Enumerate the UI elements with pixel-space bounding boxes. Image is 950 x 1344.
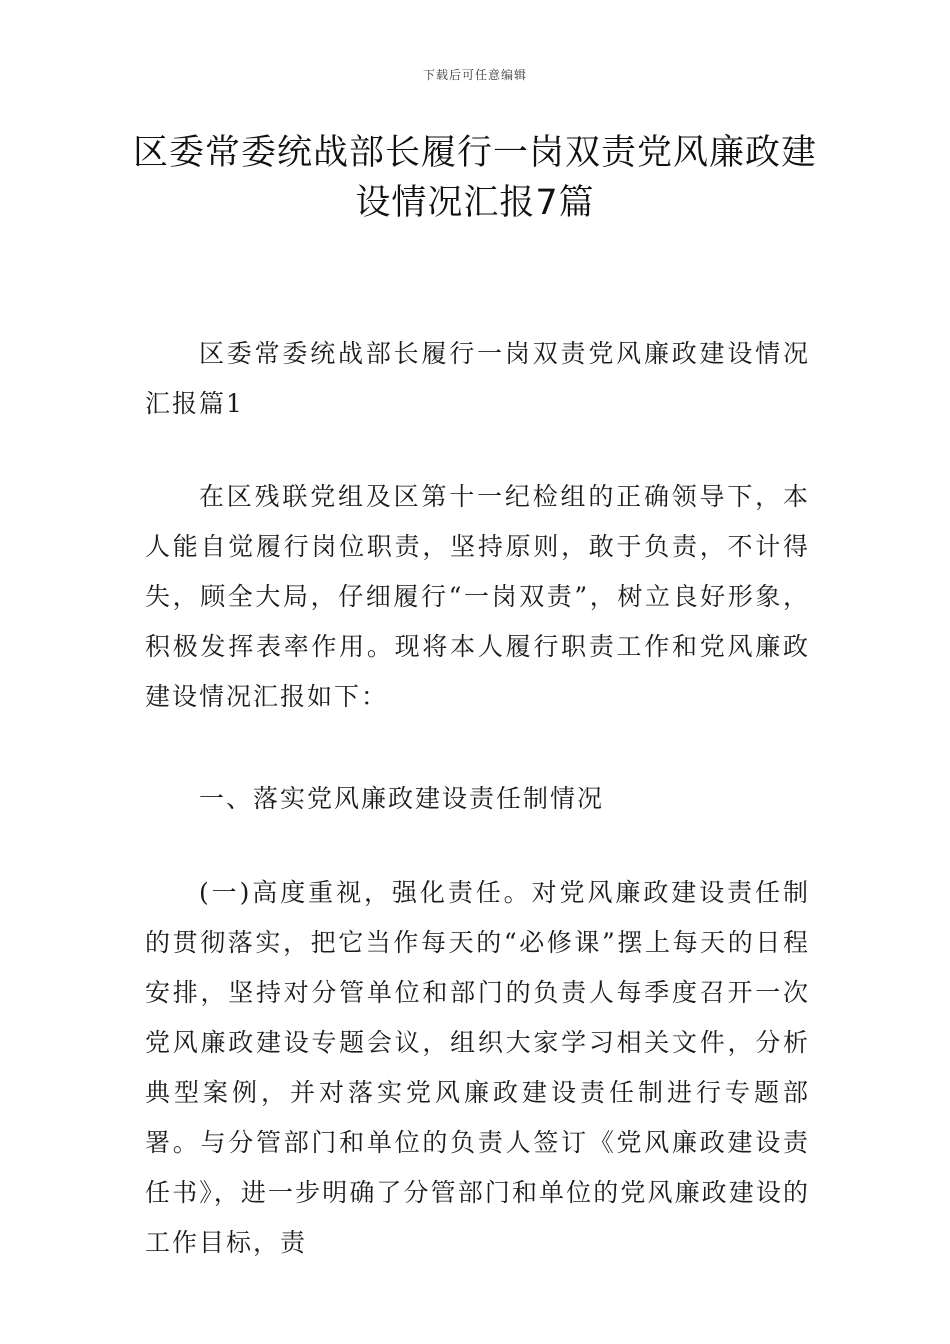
header-note: 下载后可任意编辑 bbox=[422, 68, 527, 82]
document-title: 区委常委统战部长履行一岗双责党风廉政建设情况汇报7篇 bbox=[132, 133, 817, 223]
paragraph-intro: 在区残联党组及区第十一纪检组的正确领导下，本人能自觉履行岗位职责，坚持原则，敢于负责，不计得失，顾全大局，仔细履行“一岗双责”，树立良好形象，积极发挥表率作用。现将本人履行职责工作和党风廉政建设情况汇报如下： bbox=[145, 482, 810, 711]
section-heading: 一、落实党风廉政建设责任制情况 bbox=[199, 784, 605, 813]
paragraph-section-1: (一)高度重视，强化责任。对党风廉政建设责任制的贯彻落实，把它当作每天的“必修课”摆上每天的日程安排，坚持对分管单位和部门的负责人每季度召开一次党风廉政建设专题会议，组织大家学习相关文件，分析典型案例，并对落实党风廉政建设责任制进行专题部署。与分管部门和单位的负责人签订《党风廉政建设责任书》，进一步明确了分管部门和单位的党风廉政建设的工作目标，责 bbox=[145, 878, 810, 1257]
article-heading: 区委常委统战部长履行一岗双责党风廉政建设情况汇报篇1 bbox=[145, 339, 810, 418]
